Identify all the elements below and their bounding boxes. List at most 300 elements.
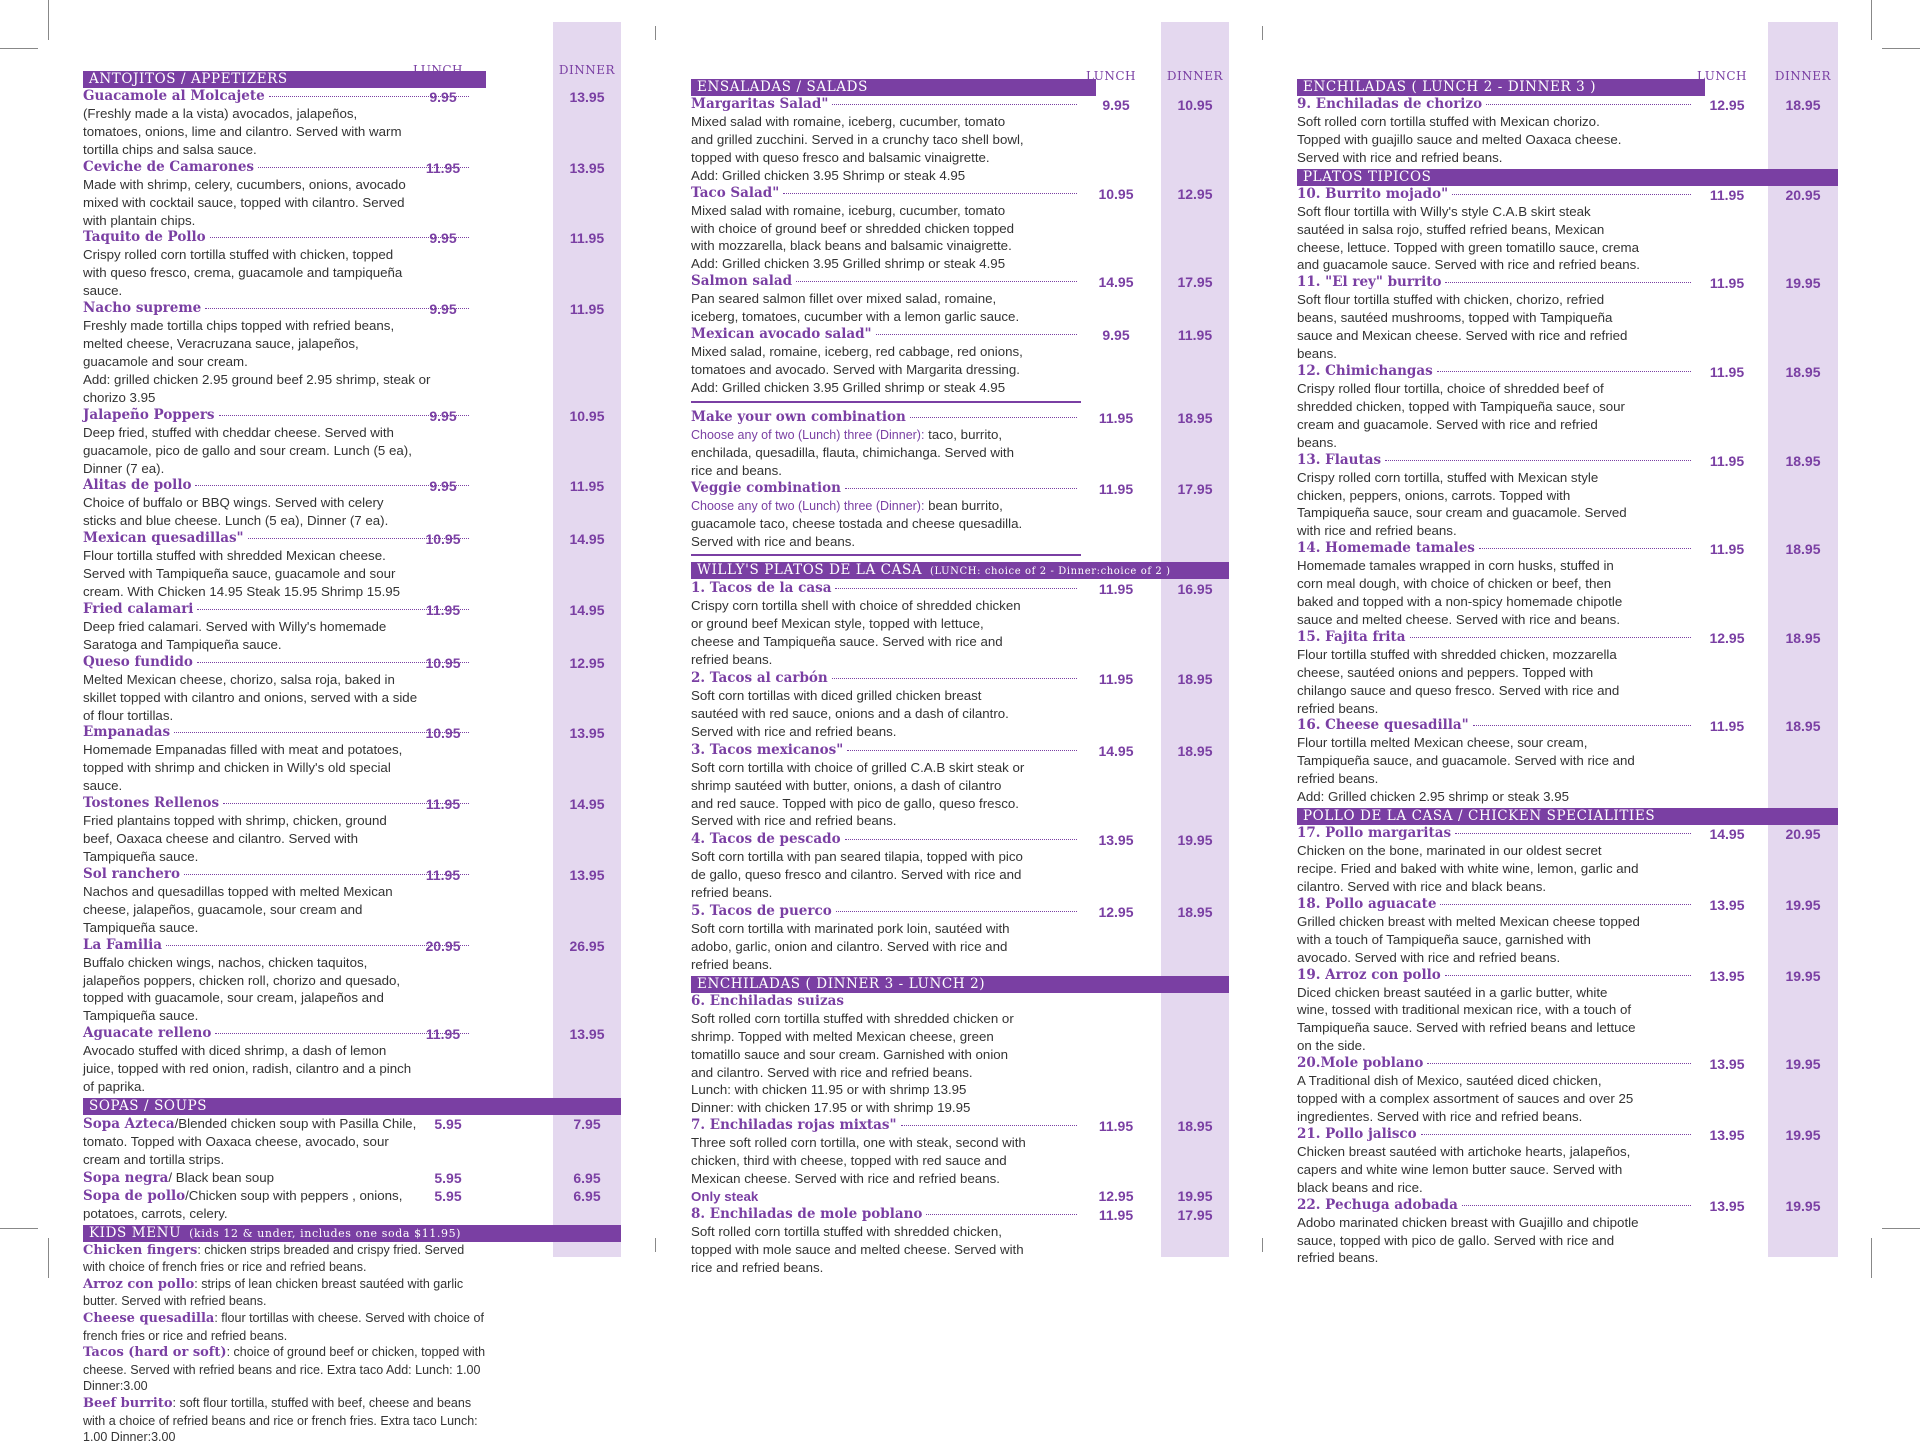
menu-item — [1297, 96, 1838, 167]
menu-item — [1297, 1126, 1838, 1197]
dinner-price: 14.95 — [569, 601, 605, 618]
description-text: Soft flour tortilla with Willy's style C.A.B skirt steak sautéed in salsa rojo, stuffed refried beans, Mexican cheese, lettuce. Topped with green tomatillo sauce, crema and guacamole sauce. Served with rice and refried beans. — [1297, 203, 1640, 273]
item-name: Guacamole al Molcajete — [83, 88, 265, 104]
dot-leader — [1427, 1063, 1691, 1064]
lunch-price: 10.95 — [1098, 185, 1134, 202]
dinner-price: 18.95 — [1785, 629, 1821, 646]
dinner-price: 13.95 — [569, 866, 605, 883]
item-name: 12. Chimichangas — [1297, 362, 1433, 379]
lunch-price: 11.95 — [1098, 1118, 1134, 1135]
menu-item — [1297, 540, 1838, 629]
dinner-price: 20.95 — [1785, 186, 1821, 203]
dot-leader — [845, 839, 1077, 840]
lunch-price: 14.95 — [1098, 742, 1134, 759]
section-title: SOPAS / SOUPS — [89, 1097, 208, 1114]
menu-item — [83, 724, 621, 795]
description-text: Homemade Empanadas filled with meat and potatoes, topped with shrimp and chicken in Willy's old special sauce. — [83, 742, 403, 794]
dinner-price: 16.95 — [1177, 581, 1213, 598]
item-name-row — [1297, 1055, 1695, 1072]
soup-item — [83, 1169, 621, 1187]
item-description — [691, 426, 1026, 480]
dot-leader — [1421, 1134, 1691, 1135]
soup-item — [83, 1115, 621, 1169]
lunch-price: 12.95 — [1709, 97, 1745, 113]
item-description — [1297, 557, 1640, 629]
menu-item — [691, 742, 1229, 831]
description-text: Made with shrimp, celery, cucumbers, onions, avocado mixed with cocktail sauce, topped with cilantro. Served with plantain chips. — [83, 176, 406, 228]
item-description — [1297, 1214, 1640, 1268]
item-name-row — [691, 1206, 1081, 1223]
item-name: 8. Enchiladas de mole poblano — [691, 1205, 923, 1222]
dinner-price: 17.95 — [1177, 1206, 1213, 1223]
section-title: KIDS MENU — [89, 1224, 182, 1241]
description-text: Soft corn tortilla with choice of grilled C.A.B skirt steak or shrimp sautéed with butter, onions, a dash of cilantro and red sauce. Topped with pico de gallo, queso fresco. Served with rice and refried beans. — [691, 759, 1025, 829]
item-description — [83, 547, 418, 601]
menu-item — [83, 159, 621, 230]
dinner-price: 11.95 — [1177, 327, 1213, 344]
description-text: Chicken on the bone, marinated in our oldest secret recipe. Fried and baked with white wine, lemon, garlic and cilantro. Served with rice and black beans. — [1297, 843, 1639, 894]
item-name: Mexican quesadillas" — [83, 530, 244, 547]
soup-item — [83, 1187, 621, 1223]
menu-item — [83, 866, 621, 937]
item-description — [691, 113, 1026, 167]
item-name: 2. Tacos al carbón — [691, 670, 828, 687]
dot-leader — [910, 417, 1077, 418]
item-description — [691, 687, 1026, 741]
fold-mark — [655, 26, 656, 40]
lunch-price: 11.95 — [425, 159, 461, 176]
item-name: 9. Enchiladas de chorizo — [1297, 96, 1483, 112]
dot-leader — [1462, 1205, 1691, 1206]
description-text: Flour tortilla stuffed with shredded Mexican cheese. Served with Tampiqueña sauce, guacamole and sour cream. With Chicken 14.95 Steak 15.95 Shrimp 15.95 — [83, 548, 401, 600]
lunch-price: 5.95 — [434, 1115, 462, 1132]
item-name: Tostones Rellenos — [83, 795, 220, 812]
lunch-price: 13.95 — [1709, 1056, 1745, 1073]
item-name: 11. "El rey" burrito — [1297, 274, 1442, 291]
item-name: 13. Flautas — [1297, 451, 1382, 468]
lunch-price: 9.95 — [429, 478, 457, 495]
kids-item — [83, 1395, 488, 1446]
item-description — [83, 105, 418, 159]
dot-leader — [1440, 904, 1691, 905]
description-text: Soft flour tortilla stuffed with chicken, chorizo, refried beans, sautéed mushrooms, topped with Tampiqueña sauce and Mexican cheese. Served with rice and refried beans. — [1297, 292, 1628, 362]
item-name-row — [1297, 1197, 1695, 1214]
soup-line — [83, 1115, 418, 1169]
item-name: Ceviche de Camarones — [83, 158, 255, 175]
item-description — [83, 883, 418, 937]
add-ons: Add: Grilled chicken 2.95 shrimp or steak 3.95 — [1297, 789, 1569, 805]
item-name: Make your own combination — [691, 408, 906, 425]
lunch-price: 13.95 — [1709, 1197, 1745, 1214]
menu-item — [83, 477, 621, 530]
lunch-price: 11.95 — [1709, 275, 1745, 292]
menu-item — [691, 670, 1229, 741]
item-name: Jalapeño Poppers — [83, 406, 215, 423]
item-name-row — [1297, 452, 1695, 469]
dinner-price: 19.95 — [1785, 1197, 1821, 1214]
dinner-price: 19.95 — [1785, 1126, 1821, 1143]
item-name: 15. Fajita frita — [1297, 628, 1406, 645]
crop-mark — [1871, 1238, 1872, 1278]
menu-item — [1297, 967, 1838, 1056]
dinner-price: 18.95 — [1785, 363, 1821, 380]
fold-mark — [1262, 1238, 1263, 1252]
menu-item — [1297, 1055, 1838, 1126]
crop-mark — [48, 1238, 49, 1278]
item-description — [83, 618, 418, 654]
dinner-price: 17.95 — [1177, 480, 1213, 497]
menu-item — [1297, 274, 1838, 363]
dinner-price: 18.95 — [1785, 541, 1821, 558]
dot-leader — [1455, 833, 1691, 834]
item-name-row — [1297, 540, 1695, 557]
description-text: Soft corn tortilla with marinated pork loin, sautéed with adobo, garlic, onion and cilantro. Served with rice and refried beans. — [691, 921, 1010, 972]
menu-item — [1297, 896, 1838, 967]
lunch-price: 13.95 — [1098, 832, 1134, 849]
section-header — [691, 976, 1229, 993]
menu-item — [691, 480, 1229, 551]
dinner-header: DINNER — [1166, 69, 1224, 83]
kids-item — [83, 1276, 488, 1310]
item-description — [691, 290, 1026, 326]
dinner-price: 6.95 — [573, 1187, 601, 1204]
item-name: 17. Pollo margaritas — [1297, 825, 1452, 842]
dot-leader — [832, 678, 1077, 679]
lunch-price: 9.95 — [1102, 97, 1130, 113]
item-description — [1297, 113, 1640, 167]
dinner-price: 18.95 — [1177, 742, 1213, 759]
divider — [691, 401, 1081, 403]
section-subtitle: (kids 12 & under, includes one soda $11.95) — [185, 1226, 462, 1240]
panel-salads-casa — [691, 22, 1229, 1275]
dinner-price: 10.95 — [1177, 97, 1213, 113]
dot-leader — [1385, 460, 1691, 461]
menu-item — [691, 993, 1229, 1117]
item-name: 3. Tacos mexicanos" — [691, 741, 844, 758]
menu-item — [83, 795, 621, 866]
description-text: Chicken breast sautéed with artichoke hearts, jalapeños, capers and white wine lemon butter sauce. Served with black beans and rice. — [1297, 1143, 1631, 1195]
item-name: Aguacate relleno — [83, 1025, 212, 1042]
crop-mark — [0, 1228, 38, 1229]
dot-leader — [1479, 548, 1691, 549]
item-name: 4. Tacos de pescado — [691, 831, 841, 848]
section-title: ENCHILADAS ( LUNCH 2 - DINNER 3 ) — [1303, 79, 1597, 95]
lunch-price: 10.95 — [425, 725, 461, 742]
description-text: Crispy rolled corn tortilla, stuffed with Mexican style chicken, peppers, onions, carrots. Topped with Tampiqueña sauce, sour cream and guacamole. Served with rice and refried beans. — [1297, 469, 1627, 539]
item-name: 6. Enchiladas suizas — [691, 992, 844, 1009]
kids-item-text: : chicken strips breaded and crispy fried. Served with choice of french fries or rice and refried beans. — [83, 1242, 465, 1275]
lunch-price: 12.95 — [1098, 904, 1134, 921]
dinner-price: 12.95 — [569, 654, 605, 671]
item-name: Empanadas — [83, 724, 171, 741]
item-name: 22. Pechuga adobada — [1297, 1196, 1458, 1213]
description-text: Mixed salad with romaine, iceburg, cucumber, tomato with choice of ground beef or shredded chicken topped with mozzarella, black beans and balsamic vinaigrette. — [691, 202, 1015, 254]
menu-item — [1297, 186, 1838, 275]
lunch-price: 20.95 — [425, 937, 461, 954]
item-name-row — [691, 993, 1081, 1010]
item-name: Taco Salad" — [691, 184, 780, 201]
section-subtitle: (LUNCH: choice of 2 - Dinner:choice of 2 ) — [926, 566, 1171, 578]
item-name: La Familia — [83, 936, 162, 953]
item-description — [691, 497, 1026, 551]
description-text: Melted Mexican cheese, chorizo, salsa roja, baked in skillet topped with cilantro and onions, served with a side of flour tortillas. — [83, 671, 418, 723]
section-title: ENCHILADAS ( DINNER 3 - LUNCH 2) — [697, 975, 986, 992]
menu-item — [83, 300, 621, 407]
dinner-price: 11.95 — [569, 478, 605, 495]
menu-item — [83, 88, 621, 159]
description-text: Buffalo chicken wings, nachos, chicken taquitos, jalapeños poppers, chicken roll, chorizo and quesado, topped with guacamole, sour cream, jalapeños and Tampiqueña sauce. — [83, 954, 401, 1024]
dot-leader — [796, 281, 1077, 282]
lunch-price: 13.95 — [1709, 967, 1745, 984]
dinner-price: 11.95 — [569, 230, 605, 247]
kids-item-name: Chicken fingers — [83, 1242, 198, 1258]
panel-appetizers — [83, 22, 621, 1445]
menu-item — [691, 409, 1229, 480]
lunch-price: 9.95 — [429, 407, 457, 424]
lunch-price: 5.95 — [434, 1187, 462, 1204]
soup-line — [83, 1169, 418, 1187]
column-headers — [1076, 69, 1229, 83]
section-header — [1297, 808, 1838, 825]
menu-item — [691, 1117, 1229, 1206]
item-name: 18. Pollo aguacate — [1297, 895, 1437, 912]
description-text: Deep fried, stuffed with cheddar cheese. Served with guacamole, pico de gallo and sour cream. Lunch (5 ea), Dinner (7 ea). — [83, 424, 412, 476]
section-header — [83, 1098, 621, 1115]
dinner-price: 19.95 — [1785, 1056, 1821, 1073]
kids-item — [83, 1344, 488, 1395]
dinner-price: 13.95 — [569, 725, 605, 742]
menu-item — [83, 937, 621, 1026]
menu-item — [691, 903, 1229, 974]
lunch-price: 9.95 — [429, 230, 457, 247]
only-steak-row — [691, 1188, 1229, 1206]
soup-name: Sopa Azteca — [83, 1115, 175, 1132]
kids-item-text: : soft flour tortilla, stuffed with beef, cheese and beans with a choice of refried beans and rice or french fries. Extra taco Lunch: 1.00 Dinner:3.00 — [83, 1396, 478, 1445]
item-name: Taquito de Pollo — [83, 229, 206, 246]
item-name-row — [1297, 825, 1695, 842]
combo-note: Choose any of two (Lunch) three (Dinner): — [691, 498, 925, 513]
item-description — [1297, 913, 1640, 967]
item-description — [691, 848, 1026, 902]
lunch-price: 9.95 — [429, 301, 457, 318]
dinner-header: DINNER — [1774, 69, 1832, 83]
description-text: Crispy rolled flour tortilla, choice of shredded beef of shredded chicken, topped with Tampiqueña sauce, sour cream and guacamole. Served with rice and refried beans. — [1297, 380, 1625, 450]
item-description — [1297, 469, 1640, 541]
dot-leader — [835, 588, 1077, 589]
lunch-price: 5.95 — [434, 1169, 462, 1186]
item-name-row — [691, 409, 1081, 426]
item-name-row — [1297, 896, 1695, 913]
dinner-price: 20.95 — [1785, 826, 1821, 843]
item-name-row — [691, 903, 1081, 920]
dot-leader — [1437, 371, 1691, 372]
dinner-price: 18.95 — [1177, 409, 1213, 426]
item-description — [83, 812, 418, 866]
dinner-price: 6.95 — [573, 1169, 601, 1186]
item-name: Margaritas Salad" — [691, 96, 829, 112]
lunch-header: LUNCH — [1085, 69, 1137, 83]
item-name-row — [1297, 1126, 1695, 1143]
item-name-row — [1297, 717, 1695, 734]
section-title: ENSALADAS / SALADS — [697, 79, 868, 95]
dinner-price: 19.95 — [1785, 967, 1821, 984]
lunch-price: 11.95 — [425, 796, 461, 813]
item-description — [83, 424, 418, 478]
item-name: Sol ranchero — [83, 865, 180, 882]
dot-leader — [1445, 975, 1691, 976]
item-name: Nacho supreme — [83, 300, 202, 317]
item-name: Fried calamari — [83, 600, 194, 617]
dot-leader — [901, 1125, 1077, 1126]
lunch-price: 11.95 — [1098, 671, 1134, 688]
dot-leader — [1486, 104, 1691, 105]
item-name-row — [1297, 967, 1695, 984]
kids-item-text: : strips of lean chicken breast sautéed with garlic butter. Served with refried beans. — [83, 1276, 464, 1309]
description-text: Deep fried calamari. Served with Willy's homemade Saratoga and Tampiqueña sauce. — [83, 618, 387, 652]
menu-item — [691, 326, 1229, 397]
lunch-price: 13.95 — [1709, 896, 1745, 913]
dinner-price: 14.95 — [569, 796, 605, 813]
dot-leader — [832, 104, 1077, 105]
menu-item — [1297, 452, 1838, 541]
dinner-price: 19.95 — [1785, 275, 1821, 292]
item-name: Salmon salad — [691, 273, 793, 290]
item-name: 10. Burrito mojado" — [1297, 185, 1449, 202]
column-headers — [403, 63, 621, 77]
item-name: 19. Arroz con pollo — [1297, 966, 1441, 983]
description-text: Soft rolled corn tortilla stuffed with shredded chicken or shrimp. Topped with melted Mexican cheese, green tomatillo sauce and sour cream. Garnished with onion and cilantro. Served with rice and refried beans. — [691, 1010, 1014, 1080]
item-name: 16. Cheese quesadilla" — [1297, 717, 1469, 734]
item-description — [83, 671, 418, 725]
menu-item — [83, 601, 621, 654]
menu-item — [691, 831, 1229, 902]
section-title: ANTOJITOS / APPETIZERS — [89, 71, 288, 87]
item-description — [1297, 291, 1640, 363]
description-text: Soft rolled corn tortilla stuffed with shredded chicken, topped with mole sauce and melted cheese. Served with rice and refried beans. — [691, 1223, 1024, 1275]
item-name-row — [691, 326, 1081, 343]
dinner-header: DINNER — [558, 63, 616, 77]
item-description — [83, 494, 418, 530]
description-text: Freshly made tortilla chips topped with refried beans, melted cheese, Veracruzana sauce, jalapeños, guacamole and sour cream. — [83, 318, 395, 369]
menu-item — [1297, 825, 1838, 896]
section-header — [691, 562, 1229, 579]
description-text: bean burrito, guacamole taco, cheese tostada and cheese quesadilla. Served with rice and beans. — [691, 497, 1023, 549]
item-description — [83, 741, 418, 795]
lunch-price: 11.95 — [1709, 363, 1745, 380]
description-text: Flour tortilla stuffed with shredded chicken, mozzarella cheese, sautéed onions and peppers. Topped with chilango sauce and queso fresco. Served with rice and refried beans. — [1297, 646, 1620, 716]
item-name-row — [691, 670, 1081, 687]
menu-item — [691, 273, 1229, 326]
section-header — [1297, 169, 1838, 186]
add-ons: Add: Grilled chicken 3.95 Shrimp or steak 4.95 — [691, 167, 966, 183]
item-name: Queso fundido — [83, 653, 193, 670]
description-text: Pan seared salmon fillet over mixed salad, romaine, iceberg, tomatoes, cucumber with a lemon garlic sauce. — [691, 291, 1020, 325]
item-description — [1297, 380, 1640, 452]
lunch-price: 11.95 — [425, 1026, 461, 1043]
dinner-price: 13.95 — [569, 89, 605, 105]
item-description — [1297, 1143, 1640, 1197]
dot-leader — [845, 488, 1077, 489]
menu-item — [691, 1206, 1229, 1277]
lunch-price: 11.95 — [1709, 452, 1745, 469]
crop-mark — [0, 48, 38, 49]
lunch-price: 11.95 — [1098, 409, 1134, 426]
section-title: WILLY'S PLATOS DE LA CASA — [697, 562, 923, 579]
description-text: Crispy corn tortilla shell with choice of shredded chicken or ground beef Mexican style, topped with lettuce, cheese and Tampiqueña sauce. Served with rice and refried beans. — [691, 598, 1021, 668]
menu-item — [1297, 717, 1838, 806]
dinner-price: 13.95 — [569, 1026, 605, 1043]
soup-description: / Black bean soup — [168, 1169, 275, 1185]
description-text: Avocado stuffed with diced shrimp, a dash of lemon juice, topped with red onion, radish, cilantro and a pinch of paprika. — [83, 1043, 412, 1095]
dinner-price: 18.95 — [1177, 1118, 1213, 1135]
dinner-price: 18.95 — [1785, 718, 1821, 735]
dinner-price: 18.95 — [1177, 904, 1213, 921]
dot-leader — [783, 193, 1077, 194]
only-steak-label: Only steak — [691, 1188, 759, 1204]
dot-leader — [836, 911, 1077, 912]
combo-note: Choose any of two (Lunch) three (Dinner): — [691, 427, 925, 442]
menu-item — [83, 530, 621, 601]
description-text: Grilled chicken breast with melted Mexican cheese topped with a touch of Tampiqueña sauce, garnished with avocado. Served with rice and refried beans. — [1297, 913, 1640, 965]
item-description — [691, 202, 1026, 256]
crop-mark — [48, 0, 49, 40]
description-text: Soft rolled corn tortilla stuffed with Mexican chorizo. Topped with guajillo sauce and melted Oaxaca cheese. Served with rice and refried beans. — [1297, 114, 1622, 165]
item-name-row — [1297, 274, 1695, 291]
menu-item — [691, 185, 1229, 274]
item-name: 1. Tacos de la casa — [691, 580, 832, 597]
description-text: Diced chicken breast sautéed in a garlic butter, white wine, tossed with traditional mexican rice, with a touch of Tampiqueña sauce. Served with refried beans and lettuce on the side. — [1297, 984, 1636, 1054]
lunch-price: 9.95 — [429, 89, 457, 105]
description-text: Mixed salad, romaine, iceberg, red cabbage, red onions, tomatoes and avocado. Served with Margarita dressing. — [691, 344, 1023, 377]
lunch-price: 13.95 — [1709, 1126, 1745, 1143]
item-name: 21. Pollo jalisco — [1297, 1125, 1417, 1142]
lunch-price: 10.95 — [425, 654, 461, 671]
lunch-price: 11.95 — [425, 601, 461, 618]
menu-item — [83, 654, 621, 725]
item-name-row — [691, 742, 1081, 759]
item-name: 7. Enchiladas rojas mixtas" — [691, 1117, 897, 1134]
kids-item-name: Beef burrito — [83, 1396, 173, 1412]
lunch-price: 12.95 — [1709, 629, 1745, 646]
lunch-price: 12.95 — [1098, 1187, 1134, 1204]
description-text: Crispy rolled corn tortilla stuffed with chicken, topped with queso fresco, crema, guacamole and tampiqueña sauce. — [83, 247, 403, 299]
kids-item — [83, 1310, 488, 1344]
dot-leader — [1445, 282, 1691, 283]
description-text: Choice of buffalo or BBQ wings. Served with celery sticks and blue cheese. Lunch (5 ea), Dinner (7 ea). — [83, 495, 389, 529]
menu-item — [83, 1025, 621, 1096]
item-description — [691, 343, 1026, 379]
fold-mark — [655, 1238, 656, 1252]
lunch-price: 11.95 — [1098, 1206, 1134, 1223]
dinner-price: 19.95 — [1177, 832, 1213, 849]
add-ons: Add: Grilled chicken 3.95 Grilled shrimp or steak 4.95 — [691, 379, 1006, 395]
add-ons: Add: Grilled chicken 3.95 Grilled shrimp or steak 4.95 — [691, 256, 1006, 272]
item-description — [1297, 1072, 1640, 1126]
item-description — [83, 246, 418, 300]
fold-mark — [1262, 26, 1263, 40]
dinner-price: 7.95 — [573, 1115, 601, 1132]
dot-leader — [847, 750, 1077, 751]
section-title: POLLO DE LA CASA / CHICKEN SPECIALITIES — [1303, 808, 1656, 825]
dinner-price: 14.95 — [569, 531, 605, 548]
dinner-price: 18.95 — [1785, 452, 1821, 469]
item-description — [691, 597, 1026, 669]
kids-item-text: : flour tortillas with cheese. Served with choice of french fries or rice and refried beans. — [83, 1311, 484, 1343]
section-header — [83, 1225, 621, 1242]
dot-leader — [1410, 637, 1691, 638]
lunch-price: 11.95 — [1709, 186, 1745, 203]
menu-item — [83, 229, 621, 300]
